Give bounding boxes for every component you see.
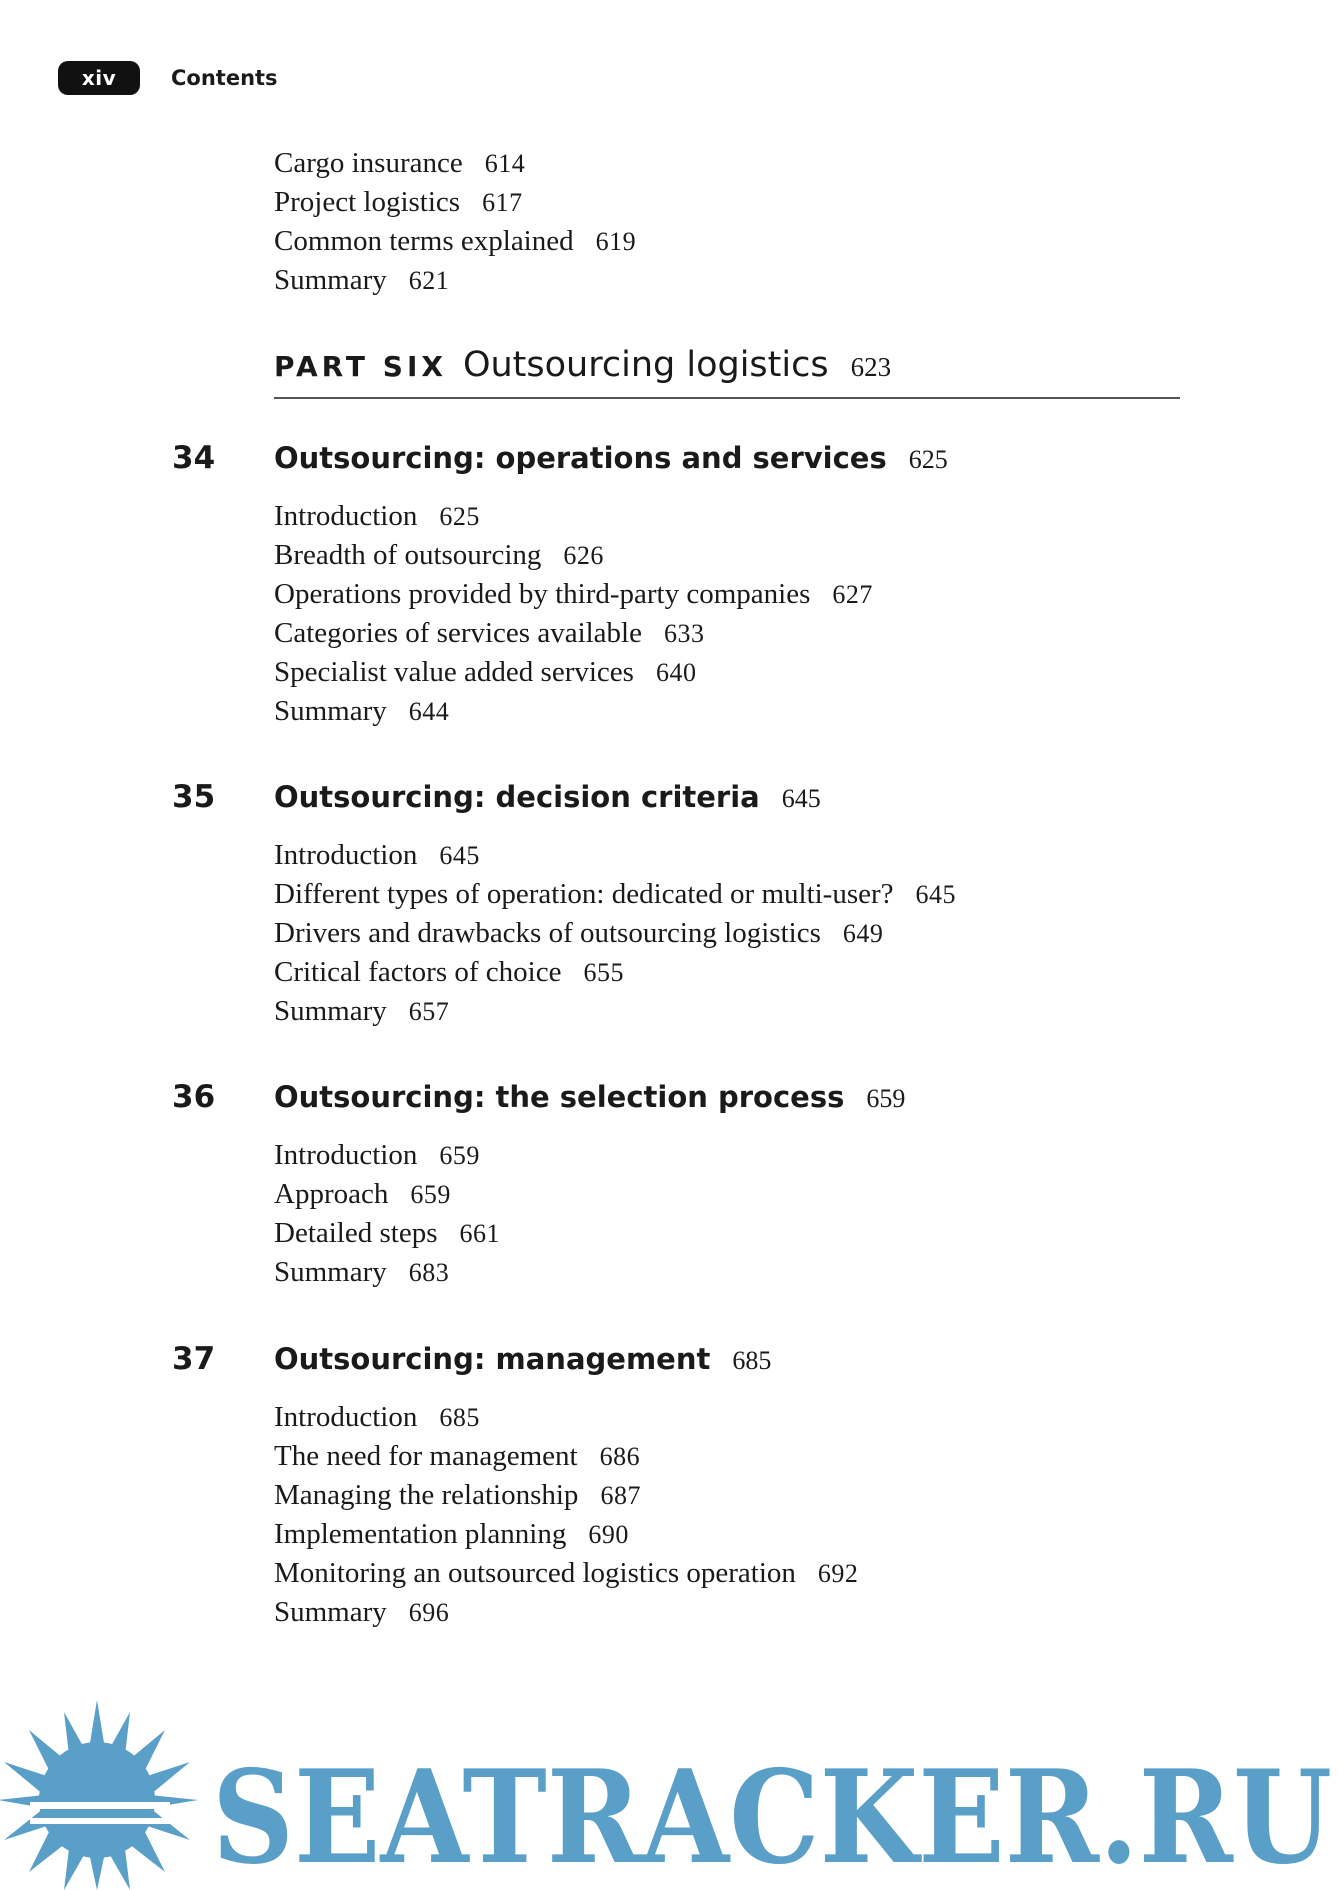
toc-entry-page: 692 <box>817 1559 859 1588</box>
chapter-page: 625 <box>908 445 948 474</box>
toc-entry-page: 649 <box>842 919 884 948</box>
toc-entry-page: 644 <box>408 697 450 726</box>
watermark-text: SEATRACKER.RU <box>212 1743 1332 1890</box>
toc-entry[interactable] <box>274 836 480 875</box>
toc-entry-page: 645 <box>915 880 957 909</box>
toc-entry[interactable] <box>274 875 956 914</box>
toc-entry-title: Approach <box>274 1178 389 1210</box>
toc-entry-title: Breadth of outsourcing <box>274 539 542 571</box>
chapter-title-text: Outsourcing: management <box>274 1342 711 1376</box>
toc-entry-title: Summary <box>274 1256 387 1288</box>
toc-entry-title: Project logistics <box>274 186 461 218</box>
toc-entry[interactable] <box>274 914 883 953</box>
toc-entry[interactable] <box>274 1476 641 1515</box>
part-heading[interactable] <box>274 345 1180 399</box>
chapter-page: 645 <box>781 784 821 813</box>
toc-entry-title: Managing the relationship <box>274 1479 579 1511</box>
toc-entry-page: 657 <box>408 997 450 1026</box>
toc-entry-title: Introduction <box>274 1139 418 1171</box>
toc-entry[interactable] <box>274 614 704 653</box>
toc-entry-title: Common terms explained <box>274 225 574 257</box>
toc-entry-page: 627 <box>832 580 873 609</box>
toc-entry-page: 614 <box>484 149 526 178</box>
toc-entry[interactable] <box>274 222 636 261</box>
toc-entry[interactable] <box>274 261 449 300</box>
toc-entry[interactable] <box>274 1136 480 1175</box>
toc-entry-title: Summary <box>274 695 387 727</box>
toc-entry-page: 619 <box>595 227 637 256</box>
part-title: Outsourcing logistics <box>462 345 829 385</box>
toc-entry-page: 659 <box>439 1141 480 1170</box>
toc-entry-page: 661 <box>459 1219 500 1248</box>
part-label: PART SIX <box>274 350 447 383</box>
toc-entry[interactable] <box>274 1515 629 1554</box>
toc-entry-title: Implementation planning <box>274 1518 567 1550</box>
toc-entry-title: Summary <box>274 995 387 1027</box>
toc-entry[interactable] <box>274 1214 500 1253</box>
toc-entry[interactable] <box>274 1554 858 1593</box>
toc-entry-title: Drivers and drawbacks of outsourcing logistics <box>274 917 821 949</box>
toc-entry-page: 686 <box>599 1442 641 1471</box>
toc-entry-page: 659 <box>410 1180 451 1209</box>
toc-entry[interactable] <box>274 536 604 575</box>
toc-entry[interactable] <box>274 144 525 183</box>
toc-entry-title: Introduction <box>274 1401 418 1433</box>
toc-entry-title: Introduction <box>274 839 418 871</box>
toc-entry[interactable] <box>274 653 696 692</box>
toc-entry[interactable] <box>274 992 449 1031</box>
toc-entry[interactable] <box>274 183 523 222</box>
chapter-title[interactable] <box>274 1342 771 1376</box>
toc-entry-title: Detailed steps <box>274 1217 438 1249</box>
chapter-title[interactable] <box>274 1080 905 1114</box>
toc-entry[interactable] <box>274 1593 449 1632</box>
chapter-title-text: Outsourcing: decision criteria <box>274 780 760 814</box>
chapter-page: 685 <box>732 1346 772 1375</box>
toc-entry-page: 645 <box>439 841 480 870</box>
toc-entry-title: The need for management <box>274 1440 578 1472</box>
toc-entry-page: 690 <box>588 1520 629 1549</box>
page-header <box>58 61 278 95</box>
watermark <box>0 1700 1339 1890</box>
toc-entry-title: Critical factors of choice <box>274 956 562 988</box>
toc-entry[interactable] <box>274 953 624 992</box>
toc-entry[interactable] <box>274 497 480 536</box>
toc-entry[interactable] <box>274 1398 480 1437</box>
toc-entry-title: Categories of services available <box>274 617 642 649</box>
sun-logo-icon <box>0 1700 198 1890</box>
toc-entry-title: Operations provided by third-party companies <box>274 578 811 610</box>
toc-entry-page: 626 <box>563 541 604 570</box>
chapter-page: 659 <box>866 1084 906 1113</box>
chapter-number: 35 <box>172 779 216 815</box>
running-head: Contents <box>171 66 278 90</box>
toc-entry-page: 655 <box>583 958 624 987</box>
chapter-number: 37 <box>172 1341 216 1377</box>
toc-entry-title: Different types of operation: dedicated or multi-user? <box>274 878 894 910</box>
toc-entry[interactable] <box>274 1253 449 1292</box>
toc-entry[interactable] <box>274 1175 451 1214</box>
toc-entry[interactable] <box>274 692 449 731</box>
toc-entry-title: Cargo insurance <box>274 147 463 179</box>
part-page: 623 <box>850 352 892 382</box>
toc-entry-title: Introduction <box>274 500 418 532</box>
chapter-number: 36 <box>172 1079 216 1115</box>
toc-entry-page: 617 <box>482 188 523 217</box>
toc-entry[interactable] <box>274 1437 640 1476</box>
toc-entry-title: Summary <box>274 1596 387 1628</box>
toc-entry-page: 625 <box>439 502 480 531</box>
toc-entry-page: 687 <box>600 1481 641 1510</box>
toc-entry-title: Specialist value added services <box>274 656 634 688</box>
chapter-title-text: Outsourcing: operations and services <box>274 441 887 475</box>
toc-entry-title: Summary <box>274 264 387 296</box>
toc-entry-title: Monitoring an outsourced logistics operation <box>274 1557 796 1589</box>
chapter-number: 34 <box>172 440 216 476</box>
page-number-badge: xiv <box>58 61 140 95</box>
toc-entry-page: 621 <box>408 266 450 295</box>
toc-entry-page: 683 <box>408 1258 450 1287</box>
toc-entry-page: 685 <box>439 1403 480 1432</box>
toc-entry-page: 640 <box>655 658 697 687</box>
toc-entry[interactable] <box>274 575 873 614</box>
chapter-title-text: Outsourcing: the selection process <box>274 1080 845 1114</box>
chapter-title[interactable] <box>274 780 821 814</box>
toc-entry-page: 696 <box>408 1598 450 1627</box>
chapter-title[interactable] <box>274 441 948 475</box>
toc-entry-page: 633 <box>663 619 705 648</box>
